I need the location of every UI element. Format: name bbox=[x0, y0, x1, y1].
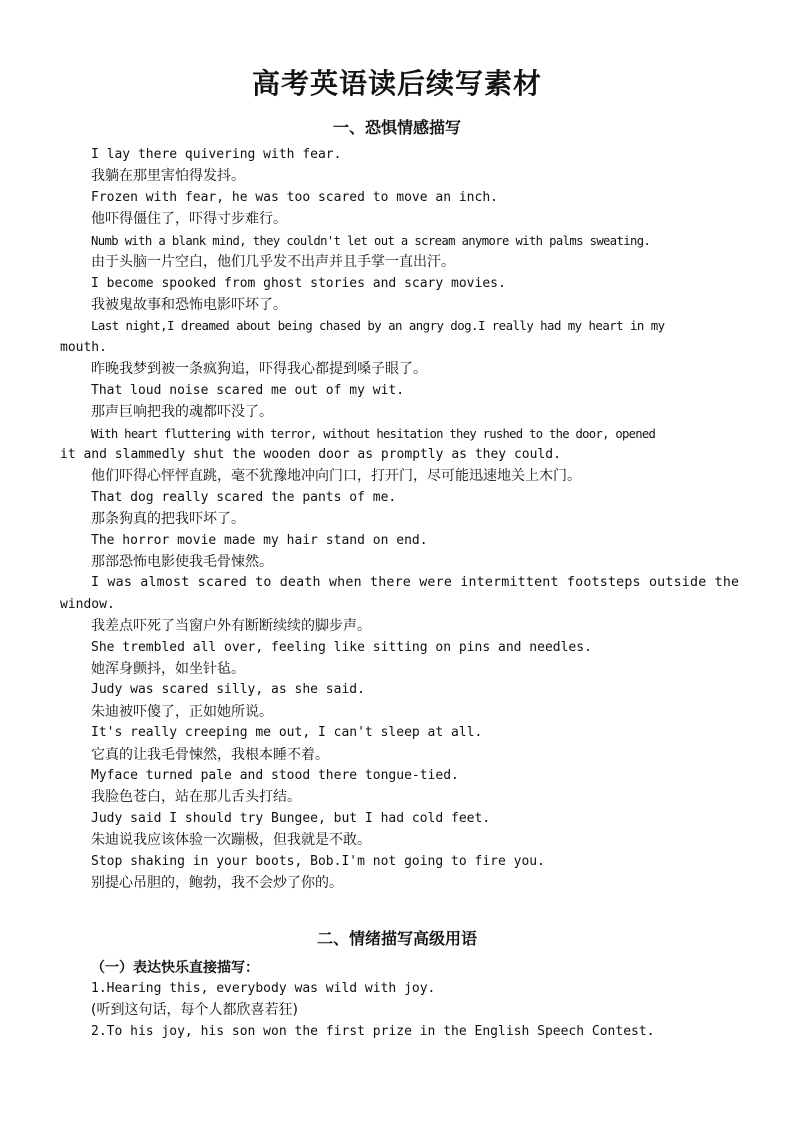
text-line: Numb with a blank mind, they couldn't let out a scream anymore with palms sweating. bbox=[91, 234, 651, 248]
text-line: That loud noise scared me out of my wit. bbox=[91, 383, 405, 398]
text-line: 朱迪说我应该体验一次蹦极，但我就是不敢。 bbox=[91, 832, 371, 848]
text-line: Stop shaking in your boots, Bob.I'm not going to fire you. bbox=[91, 854, 545, 869]
page-title: 高考英语读后续写素材 bbox=[251, 67, 542, 100]
text-line: 那条狗真的把我吓坏了。 bbox=[91, 511, 245, 527]
text-line: 我差点吓死了当窗户外有断断续续的脚步声。 bbox=[91, 618, 371, 634]
text-line: 我躺在那里害怕得发抖。 bbox=[91, 168, 245, 184]
text-line: It's really creeping me out, I can't sleep at all. bbox=[91, 725, 483, 740]
text-line: 我被鬼故事和恐怖电影吓坏了。 bbox=[91, 297, 287, 313]
text-line: 我脸色苍白，站在那儿舌头打结。 bbox=[91, 789, 301, 805]
text-line: 它真的让我毛骨悚然，我根本睡不着。 bbox=[91, 747, 329, 763]
text-line: 1.Hearing this, everybody was wild with joy. bbox=[91, 981, 436, 996]
text-line: 昨晚我梦到被一条疯狗追，吓得我心都提到嗓子眼了。 bbox=[91, 361, 427, 377]
text-line: 她浑身颤抖，如坐针毡。 bbox=[91, 661, 245, 677]
text-line: 那声巨响把我的魂都吓没了。 bbox=[91, 404, 273, 420]
text-line: window. bbox=[60, 597, 115, 612]
subsection-heading-joy: （一）表达快乐直接描写： bbox=[91, 960, 259, 976]
text-line: I become spooked from ghost stories and scary movies. bbox=[91, 276, 506, 291]
text-line: (听到这句话，每个人都欣喜若狂) bbox=[91, 1002, 298, 1018]
text-line: She trembled all over, feeling like sitting on pins and needles. bbox=[91, 640, 592, 655]
text-line: Myface turned pale and stood there tongue-tied. bbox=[91, 768, 459, 783]
text-line: With heart fluttering with terror, without hesitation they rushed to the door, opened bbox=[91, 427, 656, 441]
text-line: 他们吓得心怦怦直跳，毫不犹豫地冲向门口，打开门，尽可能迅速地关上木门。 bbox=[91, 468, 581, 484]
text-line: 他吓得僵住了，吓得寸步难行。 bbox=[91, 211, 287, 227]
text-line: The horror movie made my hair stand on end. bbox=[91, 533, 428, 548]
text-line: Judy was scared silly, as she said. bbox=[91, 682, 365, 697]
text-line: mouth. bbox=[60, 340, 107, 355]
text-line: 由于头脑一片空白，他们几乎发不出声并且手掌一直出汗。 bbox=[91, 254, 455, 270]
section-heading-emotion: 二、情绪描写高级用语 bbox=[316, 929, 477, 948]
text-line: That dog really scared the pants of me. bbox=[91, 490, 397, 505]
text-line: 2.To his joy, his son won the first prize in the English Speech Contest. bbox=[91, 1024, 655, 1039]
text-line: it and slammedly shut the wooden door as promptly as they could. bbox=[60, 447, 561, 462]
section-heading-fear: 一、恐惧情感描写 bbox=[332, 118, 461, 137]
text-line: 别提心吊胆的，鲍勃，我不会炒了你的。 bbox=[91, 875, 343, 891]
text-line: 朱迪被吓傻了，正如她所说。 bbox=[91, 704, 273, 720]
text-line: Frozen with fear, he was too scared to move an inch. bbox=[91, 190, 498, 205]
text-line: 那部恐怖电影使我毛骨悚然。 bbox=[91, 554, 273, 570]
text-line: I was almost scared to death when there were intermittent footsteps outside the bbox=[91, 575, 740, 590]
text-line: I lay there quivering with fear. bbox=[91, 147, 342, 162]
text-line: Judy said I should try Bungee, but I had cold feet. bbox=[91, 811, 491, 826]
text-line: Last night,I dreamed about being chased by an angry dog.I really had my heart in my bbox=[91, 318, 665, 333]
